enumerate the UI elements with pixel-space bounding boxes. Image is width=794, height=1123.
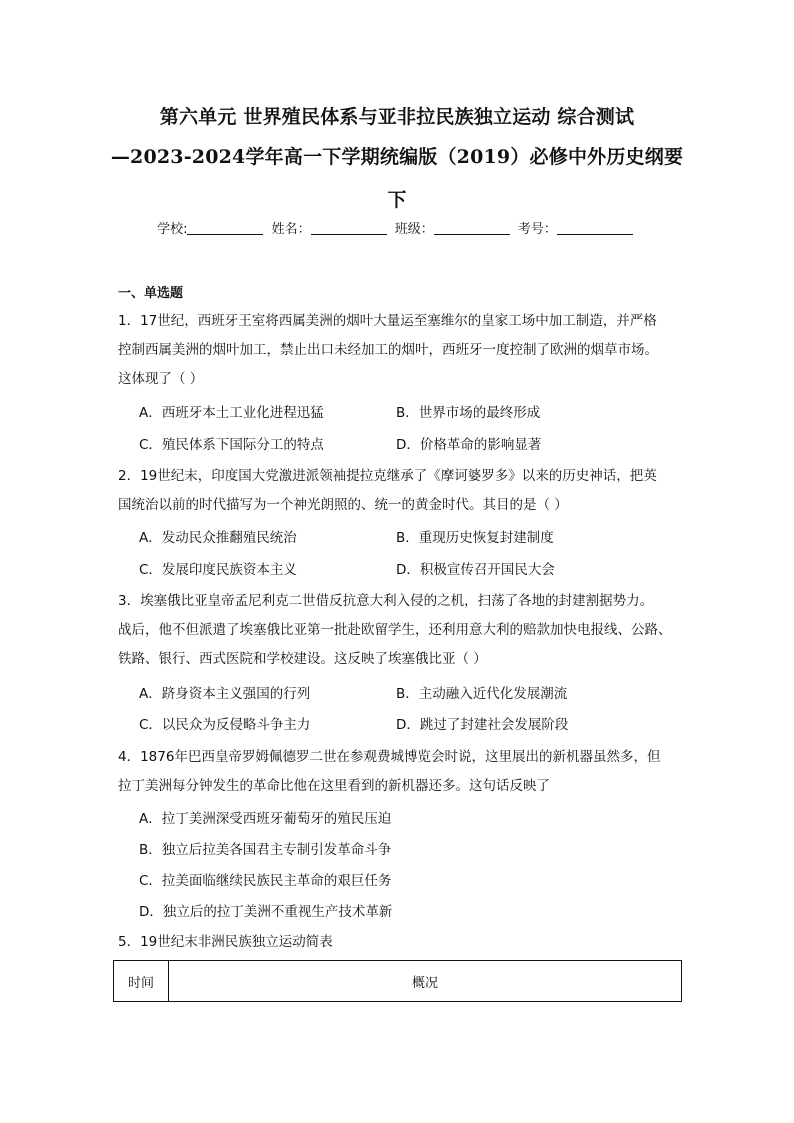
student-info-row xyxy=(0,220,794,240)
table-header-overview: 概况 xyxy=(169,961,682,1002)
table-header-row xyxy=(114,961,682,1002)
q2-option-c[interactable]: C．发展印度民族资本主义 xyxy=(139,562,297,578)
q4-option-a[interactable]: A．拉丁美洲深受西班牙葡萄牙的殖民压迫 xyxy=(139,811,392,827)
q1-option-d[interactable]: D．价格革命的影响显著 xyxy=(396,437,542,453)
question-line: 拉丁美洲每分钟发生的革命比他在这里看到的新机器还多。这句话反映了 xyxy=(118,778,550,794)
q4-option-c[interactable]: C．拉美面临继续民族民主革命的艰巨任务 xyxy=(139,873,392,889)
q4-option-b[interactable]: B．独立后拉美各国君主专制引发革命斗争 xyxy=(139,842,392,858)
question-3 xyxy=(118,587,688,674)
exam-title-line1: 第六单元 世界殖民体系与亚非拉民族独立运动 综合测试 xyxy=(159,106,635,128)
class-blank[interactable] xyxy=(434,220,510,235)
question-line: 国统治以前的时代描写为一个神光朗照的、统一的黄金时代。其目的是（ ） xyxy=(118,497,568,513)
question-line: 5．19世纪末非洲民族独立运动简表 xyxy=(118,934,333,950)
question-2 xyxy=(118,462,688,520)
q2-option-a[interactable]: A．发动民众推翻殖民统治 xyxy=(139,530,297,546)
question-line: 4．1876年巴西皇帝罗姆佩德罗二世在参观费城博览会时说，这里展出的新机器虽然多，但 xyxy=(118,749,661,765)
q4-option-d[interactable]: D．独立后的拉丁美洲不重视生产技术革新 xyxy=(139,904,393,920)
class-label: 班级： xyxy=(394,222,434,237)
question-line: 控制西属美洲的烟叶加工，禁止出口未经加工的烟叶，西班牙一度控制了欧洲的烟草市场。 xyxy=(118,342,658,358)
question-line: 战后，他不但派遣了埃塞俄比亚第一批赴欧留学生，还利用意大利的赔款加快电报线、公路、 xyxy=(118,622,672,638)
exam-number-label: 考号： xyxy=(517,222,557,237)
question-line: 这体现了（ ） xyxy=(118,371,204,387)
q1-option-a[interactable]: A．西班牙本土工业化进程迅猛 xyxy=(139,405,324,421)
school-label: 学校: xyxy=(157,222,188,237)
exam-title-line3: 下 xyxy=(387,189,407,211)
q2-option-d[interactable]: D．积极宣传召开国民大会 xyxy=(396,562,555,578)
question-line: 1．17世纪，西班牙王室将西属美洲的烟叶大量运至塞维尔的皇家工场中加工制造，并严格 xyxy=(118,313,657,329)
question-5 xyxy=(118,928,688,957)
section-title: 一、单选题 xyxy=(118,286,184,301)
question-4 xyxy=(118,743,688,801)
question-line: 铁路、银行、西式医院和学校建设。这反映了埃塞俄比亚（ ） xyxy=(118,651,487,667)
q2-option-b[interactable]: B．重现历史恢复封建制度 xyxy=(396,530,554,546)
question-line: 3．埃塞俄比亚皇帝孟尼利克二世借反抗意大利入侵的之机，扫荡了各地的封建割据势力。 xyxy=(118,593,654,609)
africa-independence-table xyxy=(113,960,682,1002)
question-line: 2．19世纪末，印度国大党激进派领袖提拉克继承了《摩诃婆罗多》以来的历史神话，把英 xyxy=(118,468,657,484)
q1-option-c[interactable]: C．殖民体系下国际分工的特点 xyxy=(139,437,324,453)
q3-option-a[interactable]: A．跻身资本主义强国的行列 xyxy=(139,686,311,702)
name-blank[interactable] xyxy=(311,220,387,235)
table-header-time: 时间 xyxy=(114,961,169,1002)
school-blank[interactable] xyxy=(187,220,263,235)
question-1 xyxy=(118,307,688,394)
q3-option-b[interactable]: B．主动融入近代化发展潮流 xyxy=(396,686,568,702)
q3-option-d[interactable]: D．跳过了封建社会发展阶段 xyxy=(396,717,569,733)
q3-option-c[interactable]: C．以民众为反侵略斗争主力 xyxy=(139,717,311,733)
q1-option-b[interactable]: B．世界市场的最终形成 xyxy=(396,405,541,421)
name-label: 姓名： xyxy=(271,222,311,237)
exam-number-blank[interactable] xyxy=(557,220,633,235)
exam-title-line2: —2023-2024学年高一下学期统编版（2019）必修中外历史纲要 xyxy=(110,146,684,168)
